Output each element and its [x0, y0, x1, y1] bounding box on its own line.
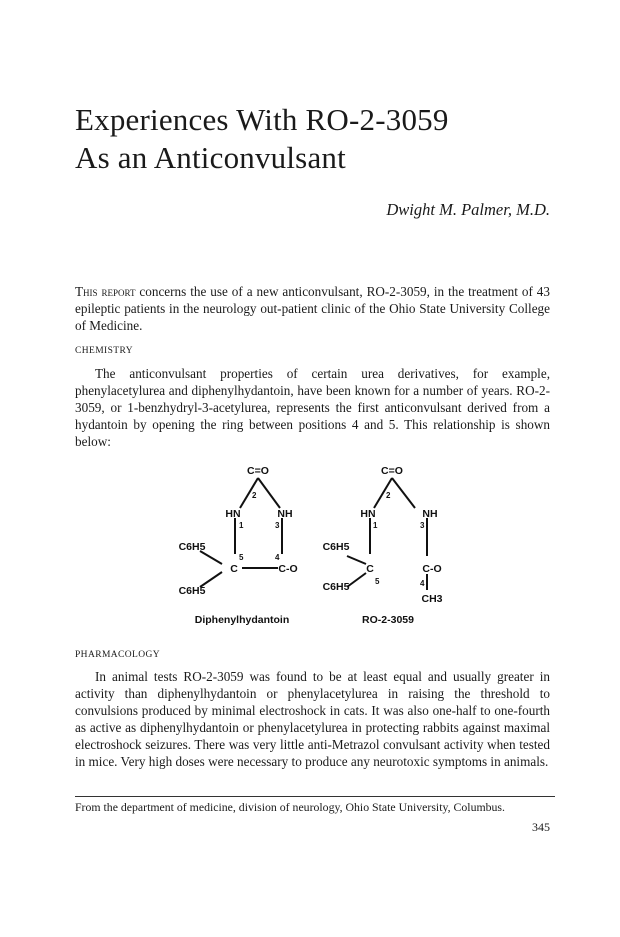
footnote-divider	[75, 796, 555, 797]
position-label: 1	[373, 521, 378, 530]
bond	[258, 478, 280, 508]
pharmacology-heading: PHARMACOLOGY	[75, 650, 161, 660]
article-title	[75, 101, 449, 177]
position-label: 4	[420, 579, 425, 588]
position-label: 3	[275, 521, 280, 530]
intro-paragraph	[75, 283, 550, 334]
footnote: From the department of medicine, division of neurology, Ohio State University, Columbus.	[75, 800, 505, 814]
bond	[347, 573, 366, 587]
pharmacology-text: In animal tests RO-2-3059 was found to be at least equal and usually greater in activity than diphenylhydantoin or phenylacetylurea in raising the threshold to convulsions produced by minimal electroshock in cats. It was also one-half to one-fourth as active as diphenylhydantoin or phenylacetylurea in protecting rabbits against maximal electroshock seizures. There was very little anti-Metrazol convulsant activity when tested in mice. Very high doses were necessary to produce any neurotoxic symptoms in animals.	[75, 669, 550, 769]
position-label: 3	[420, 521, 425, 530]
hn-label: HN	[225, 508, 241, 520]
pharmacology-paragraph	[75, 668, 550, 770]
nh-label: NH	[422, 508, 438, 520]
bond	[347, 556, 366, 564]
hn-label: HN	[360, 508, 376, 520]
carbonyl-label: C=O	[247, 465, 269, 477]
author-name: Dwight M. Palmer, M.D.	[386, 200, 550, 219]
phenyl-label: C6H5	[178, 541, 206, 553]
phenyl-label: C6H5	[322, 581, 350, 593]
carbonyl-label: C=O	[381, 465, 403, 477]
right-caption: RO-2-3059	[362, 614, 414, 626]
nh-label: NH	[277, 508, 293, 520]
position-label: 5	[375, 577, 380, 586]
chemical-structure-figure	[170, 460, 460, 635]
chemistry-text: The anticonvulsant properties of certain urea derivatives, for example, phenylacetylurea and diphenylhydantoin, have been known for a number of years. RO-2-3059, or 1-benzhydryl-3-acetylurea, represents the first anticonvulsant derived from a hydantoin by opening the ring between positions 4 and 5. This relationship is shown below:	[75, 366, 550, 449]
methyl-label: CH3	[421, 593, 443, 605]
c-o-label: C-O	[422, 563, 442, 575]
carbon-label: C	[230, 563, 238, 575]
intro-lead: This report	[75, 284, 136, 299]
chemistry-heading: CHEMISTRY	[75, 346, 133, 356]
position-label: 2	[386, 491, 391, 500]
left-caption: Diphenylhydantoin	[194, 614, 290, 626]
position-label: 5	[239, 553, 244, 562]
title-line-1: Experiences With RO-2-3059	[75, 101, 449, 137]
phenyl-label: C6H5	[178, 585, 206, 597]
c-o-label: C-O	[278, 563, 298, 575]
position-label: 2	[252, 491, 257, 500]
position-label: 1	[239, 521, 244, 530]
page-number: 345	[532, 820, 550, 834]
chemistry-paragraph	[75, 365, 550, 450]
title-line-2: As an Anticonvulsant	[75, 139, 346, 175]
bond	[392, 478, 415, 508]
carbon-label: C	[366, 563, 374, 575]
intro-text: concerns the use of a new anticonvulsant, RO-2-3059, in the treatment of 43 epileptic patients in the neurology out-patient clinic of the Ohio State University College of Medicine.	[75, 284, 550, 333]
structure-diagram	[170, 460, 460, 635]
position-label: 4	[275, 553, 280, 562]
phenyl-label: C6H5	[322, 541, 350, 553]
